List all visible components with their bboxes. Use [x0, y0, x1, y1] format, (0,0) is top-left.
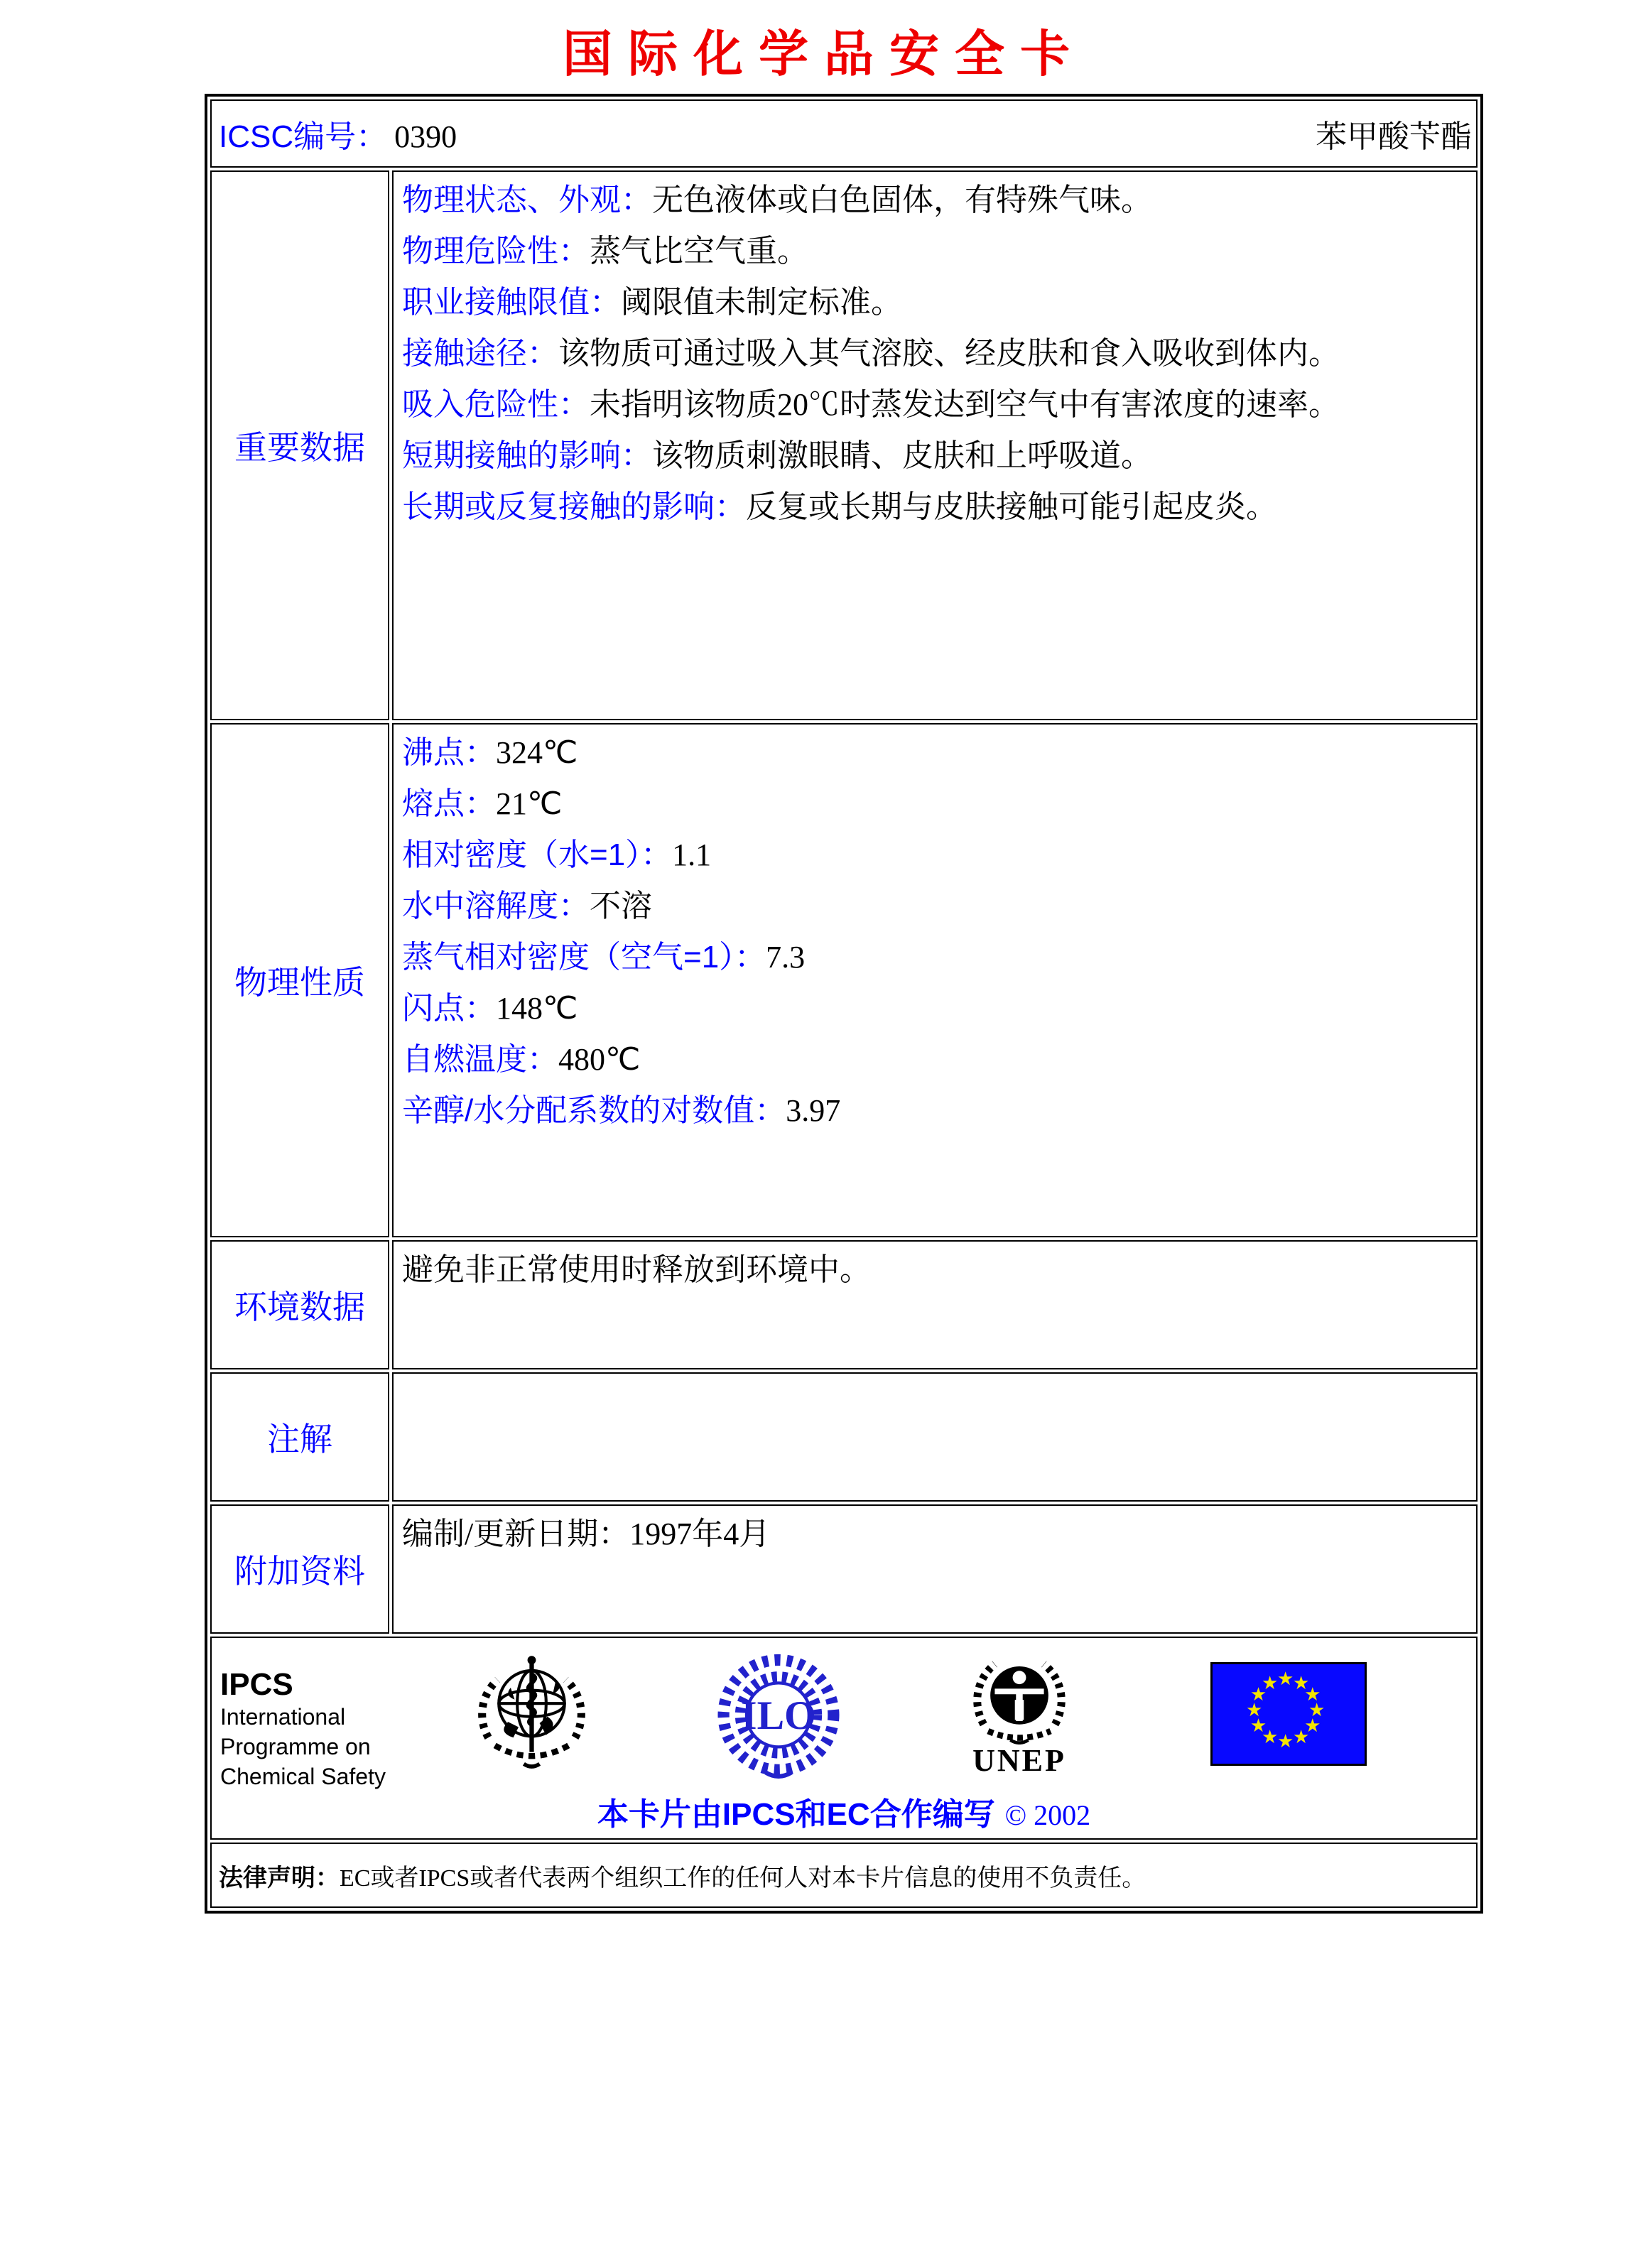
footer-caption-text: 本卡片由IPCS和EC合作编写 [597, 1797, 995, 1832]
legal-cell [210, 1843, 1478, 1908]
data-line [402, 778, 1468, 830]
field-value: 蒸气比空气重。 [590, 234, 808, 268]
ipcs-line-2: Programme on [220, 1734, 371, 1759]
data-line [402, 932, 1468, 983]
footer-cell [210, 1637, 1478, 1840]
field-value: 不溶 [590, 889, 652, 923]
eu-star-icon: ★ [1262, 1727, 1279, 1748]
field-label: 吸入危险性： [402, 387, 590, 422]
field-value: 21℃ [496, 786, 563, 821]
data-line [402, 328, 1468, 379]
field-label: 辛醇/水分配系数的对数值： [402, 1093, 786, 1128]
chemical-name: 苯甲酸苄酯 [1316, 119, 1472, 154]
eu-star-icon: ★ [1293, 1672, 1310, 1693]
ilo-logo-icon [715, 1654, 842, 1781]
data-line [402, 830, 1468, 881]
eu-star-icon: ★ [1277, 1731, 1294, 1752]
field-value: 该物质可通过吸入其气溶胶、经皮肤和食入吸收到体内。 [558, 336, 1340, 371]
field-label: 短期接触的影响： [402, 438, 652, 473]
section-content-additional-info [392, 1504, 1478, 1634]
section-row-additional-info [210, 1504, 1478, 1634]
field-value: 3.97 [786, 1093, 841, 1128]
footer-row [210, 1637, 1478, 1840]
eu-star-icon: ★ [1304, 1684, 1321, 1705]
field-label: 物理状态、外观： [402, 183, 652, 217]
field-value: 未指明该物质20℃时蒸发达到空气中有害浓度的速率。 [590, 387, 1340, 422]
field-label: 相对密度（水=1）： [402, 837, 673, 872]
field-label: 接触途径： [402, 336, 558, 371]
field-value: 324℃ [496, 735, 578, 770]
field-value: 148℃ [496, 991, 578, 1026]
data-line [402, 1244, 1468, 1296]
field-label: 沸点： [402, 735, 496, 770]
field-label: 职业接触限值： [402, 285, 621, 320]
data-line [402, 1509, 1468, 1560]
data-line [402, 983, 1468, 1034]
ipcs-line-3: Chemical Safety [220, 1764, 386, 1789]
field-value: 避免非正常使用时释放到环境中。 [402, 1252, 871, 1287]
data-line [402, 881, 1468, 932]
eu-star-icon: ★ [1246, 1700, 1263, 1720]
data-line [402, 1034, 1468, 1085]
section-label-notes: 注解 [210, 1372, 389, 1502]
data-line [402, 1085, 1468, 1136]
header-cell [210, 99, 1478, 168]
section-content-important-data [392, 170, 1478, 720]
page-title: 国际化学品安全卡 [563, 28, 1085, 82]
data-line [402, 226, 1468, 277]
icsc-number-label: ICSC编号： [219, 119, 388, 154]
section-content-physical-properties [392, 723, 1478, 1237]
footer-copyright: © 2002 [1004, 1799, 1091, 1831]
who-logo-icon [466, 1646, 597, 1781]
data-line [402, 277, 1468, 328]
field-value: 无色液体或白色固体，有特殊气味。 [652, 183, 1152, 217]
eu-star-icon: ★ [1249, 1715, 1267, 1736]
data-line [402, 430, 1468, 482]
unep-label: UNEP [972, 1743, 1066, 1778]
field-label: 蒸气相对密度（空气=1）： [402, 940, 766, 975]
footer-caption [212, 1789, 1476, 1834]
unep-logo-icon [963, 1651, 1076, 1745]
field-label: 自燃温度： [402, 1042, 558, 1077]
header-flex [219, 111, 1472, 156]
eu-star-icon: ★ [1304, 1715, 1321, 1736]
section-label-physical-properties: 物理性质 [210, 723, 389, 1237]
eu-star-icon: ★ [1249, 1684, 1267, 1705]
eu-flag [1210, 1662, 1367, 1766]
section-row-notes [210, 1372, 1478, 1502]
field-value: 反复或长期与皮肤接触可能引起皮炎。 [746, 489, 1277, 524]
section-label-environmental-data: 环境数据 [210, 1240, 389, 1369]
icsc-card-table [205, 94, 1483, 1914]
field-label: 闪点： [402, 991, 496, 1026]
data-line [402, 727, 1468, 778]
section-content-environmental-data [392, 1240, 1478, 1369]
ilo-monogram-text: ILO [741, 1693, 816, 1739]
field-value: 编制/更新日期：1997年4月 [402, 1516, 771, 1551]
eu-star-icon: ★ [1277, 1669, 1294, 1689]
icsc-number-group [219, 111, 457, 156]
eu-star-icon: ★ [1262, 1672, 1279, 1693]
field-label: 熔点： [402, 786, 496, 821]
section-row-environmental-data [210, 1240, 1478, 1369]
ipcs-title: IPCS [220, 1667, 293, 1702]
data-line [402, 379, 1468, 430]
legal-text: EC或者IPCS或者代表两个组织工作的任何人对本卡片信息的使用不负责任。 [340, 1865, 1146, 1892]
unep-logo-block [959, 1651, 1080, 1776]
field-label: 物理危险性： [402, 234, 590, 268]
legal-label: 法律声明： [219, 1864, 340, 1892]
section-label-important-data: 重要数据 [210, 170, 389, 720]
field-label: 长期或反复接触的影响： [402, 489, 746, 524]
field-value: 该物质刺激眼睛、皮肤和上呼吸道。 [652, 438, 1152, 473]
legal-row [210, 1843, 1478, 1908]
section-label-additional-info: 附加资料 [210, 1504, 389, 1634]
ipcs-text-block [220, 1668, 386, 1791]
field-value: 480℃ [558, 1042, 641, 1077]
data-line [402, 482, 1468, 533]
icsc-number-value: 0390 [394, 119, 457, 154]
field-value: 阈限值未制定标准。 [621, 285, 902, 320]
section-content-notes [392, 1372, 1478, 1502]
section-row-important-data [210, 170, 1478, 720]
field-label: 水中溶解度： [402, 889, 590, 923]
section-row-physical-properties [210, 723, 1478, 1237]
field-value: 7.3 [766, 940, 806, 975]
data-line [402, 175, 1468, 226]
ipcs-line-1: International [220, 1704, 346, 1730]
eu-star-icon: ★ [1308, 1700, 1326, 1720]
eu-star-icon: ★ [1293, 1727, 1310, 1748]
header-row [210, 99, 1478, 168]
field-value: 1.1 [672, 837, 712, 872]
